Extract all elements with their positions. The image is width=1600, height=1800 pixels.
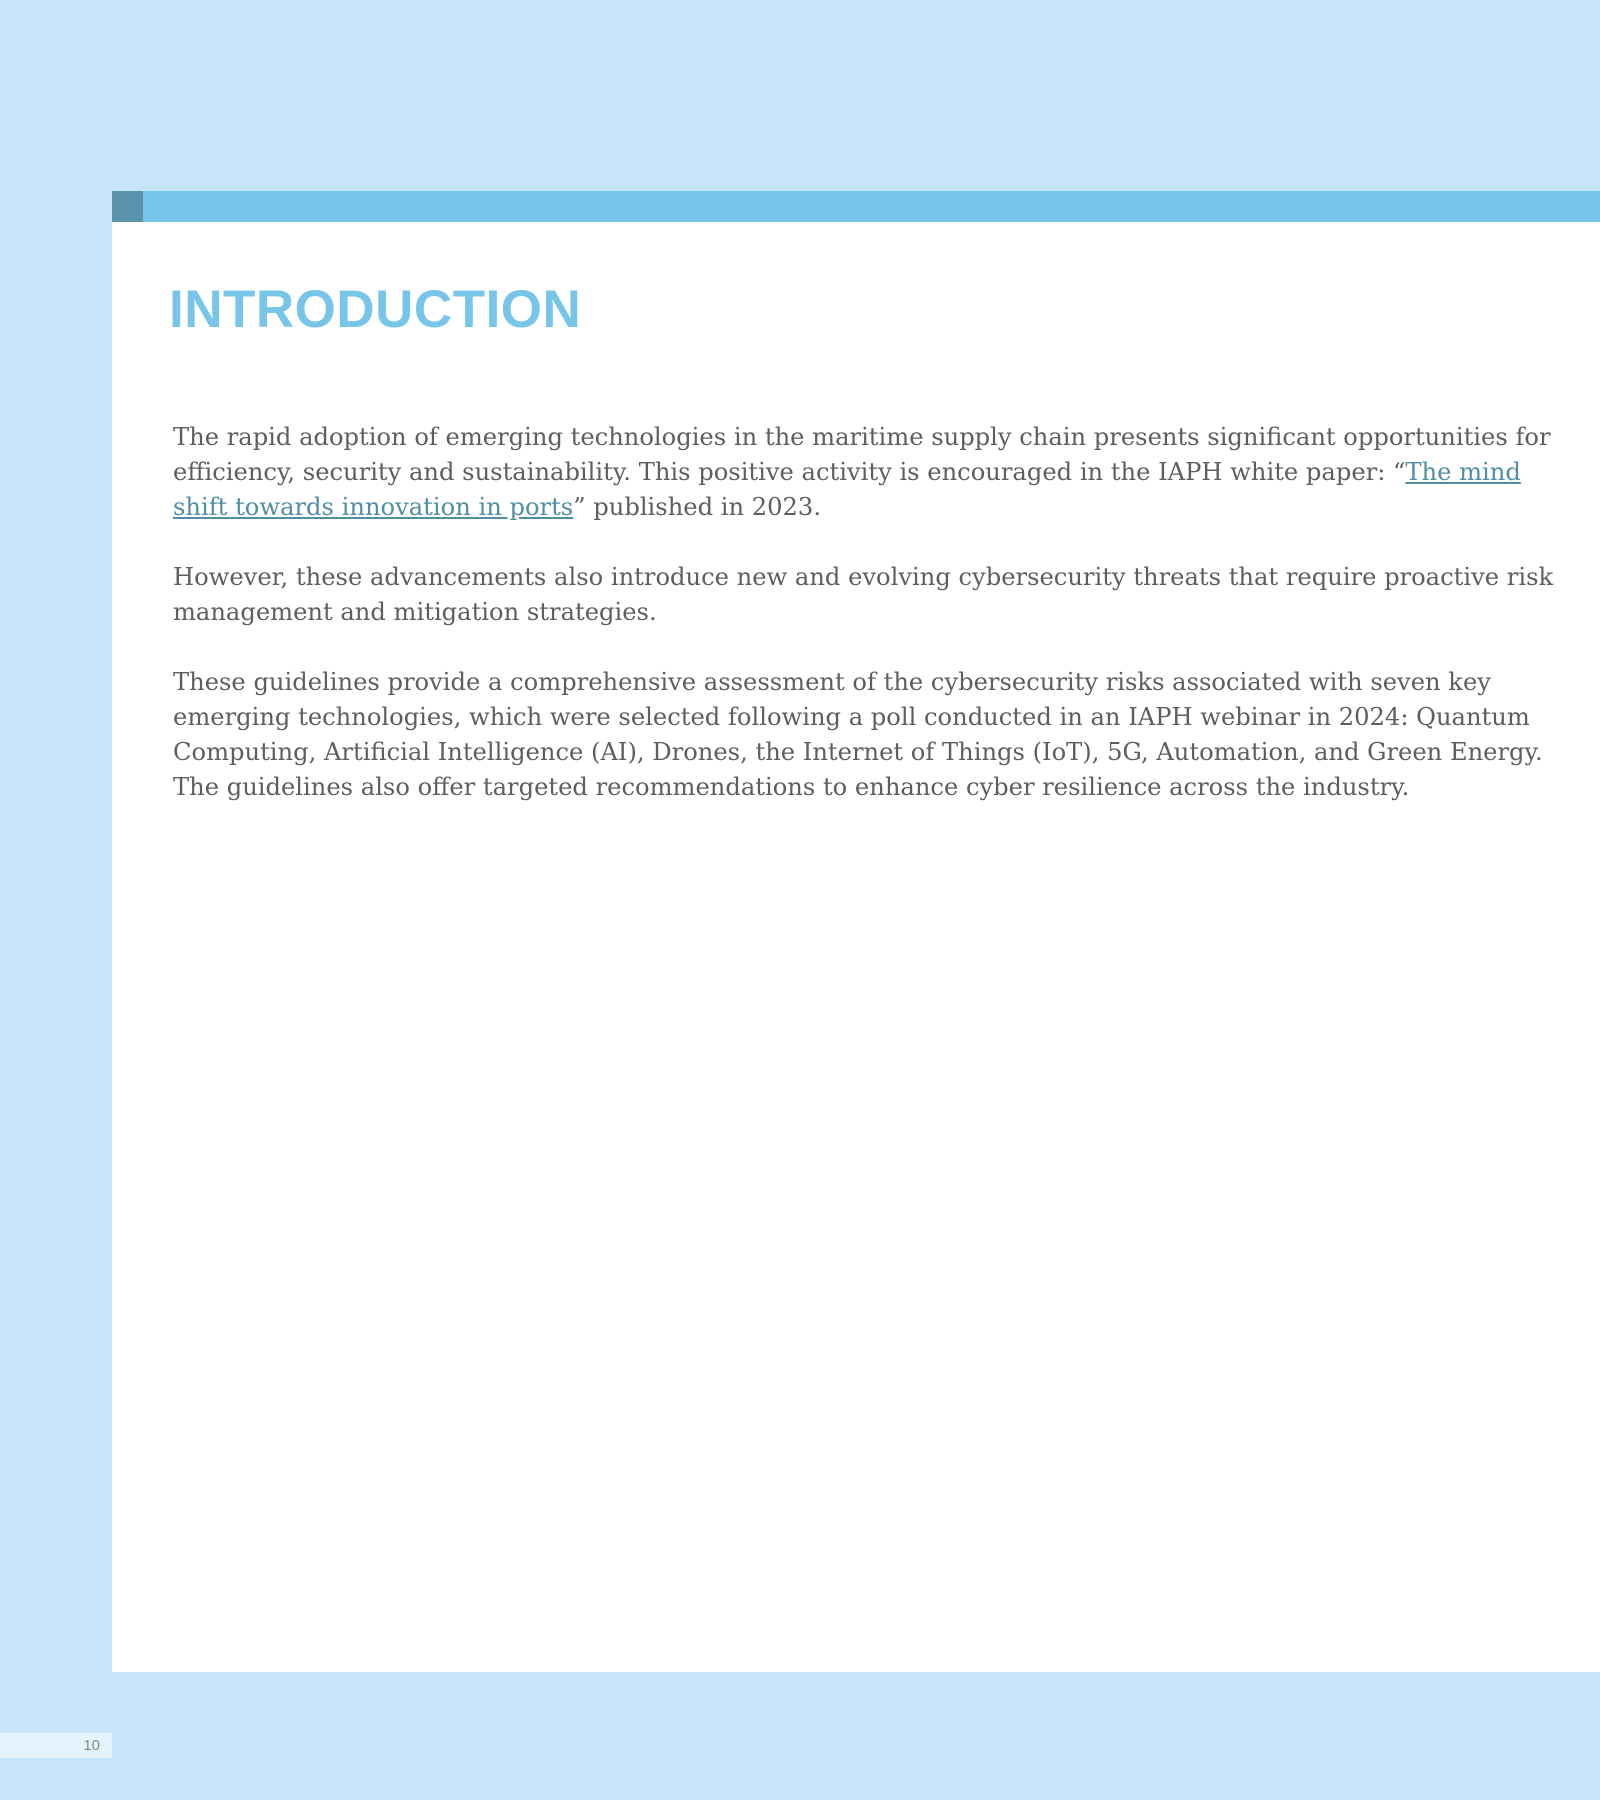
body-text [173,420,1573,840]
paragraph-3: These guidelines provide a comprehensive assessment of the cybersecurity risks associated with seven key emerging technologies, which were selected following a poll conducted in an IAPH webinar in 2024: Quantum Computing, Artificial Intelligence (AI), Drones, the Internet of Things (IoT), 5G, Automation, and Green Energy. The guidelines also offer targeted recommendations to enhance cyber resilience across the industry. [173,668,1543,801]
header-accent-bar [112,191,1600,222]
page-number: 10 [83,1737,100,1754]
page-content-panel [112,222,1600,1672]
page-number-box [0,1733,112,1758]
paragraph-1-text-after-link: ” published in 2023. [573,493,822,521]
white-paper-link[interactable]: The mind shift towards innovation in ports [173,458,1521,521]
page-title: INTRODUCTION [169,280,582,339]
paragraph-1-text-before-link: The rapid adoption of emerging technologies in the maritime supply chain presents significant opportunities for efficiency, security and sustainability. This positive activity is encouraged in the IAPH white paper: “ [173,423,1551,486]
paragraph-2: However, these advancements also introduce new and evolving cybersecurity threats that require proactive risk management and mitigation strategies. [173,563,1554,626]
paragraph-1 [173,420,1573,525]
header-accent-square [112,191,143,222]
